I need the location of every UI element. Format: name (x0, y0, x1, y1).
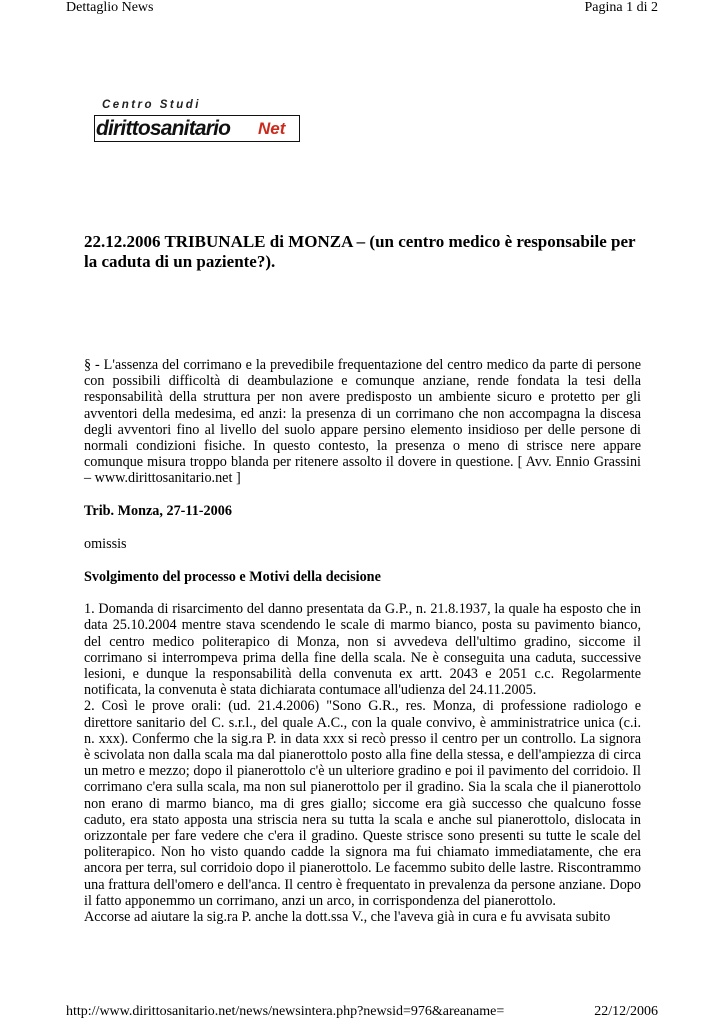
logo-net-mark: Net (258, 119, 286, 138)
logo-subtitle: Centro Studi (102, 99, 201, 111)
article-title: 22.12.2006 TRIBUNALE di MONZA – (un centro medico è responsabile per la caduta di un paziente?). (84, 232, 636, 271)
header-page-title: Dettaglio News (66, 0, 154, 15)
header-page-number: Pagina 1 di 2 (584, 0, 658, 15)
logo[interactable] (94, 99, 304, 147)
article-body (84, 357, 641, 925)
footer-date: 22/12/2006 (594, 1004, 658, 1019)
body-paragraph: Accorse ad aiutare la sig.ra P. anche la dott.ssa V., che l'aveva già in cura e fu avvisata subito (84, 909, 611, 926)
section-heading: Svolgimento del processo e Motivi della decisione (84, 568, 381, 585)
abstract-paragraph: § - L'assenza del corrimano e la prevedibile frequentazione del centro medico da parte di persone con possibili difficoltà di deambulazione e comunque anziane, rende fondata la tesi della responsabilità della struttura per non avere predisposto un ambiente sicuro e protetto per gli avventori della medesima, ed anzi: la presenza di un corrimano che non accompagna la discesa degli avventori fino al livello del suolo appare persino elemento insidioso per delle persone di normali condizioni fisiche. In questo contesto, la presenza o meno di strisce nere appare comunque misura troppo blanda per ritenere assolto il dovere in questione. [ Avv. Ennio Grassini – www.dirittosanitario.net ] (84, 357, 641, 487)
body-paragraph: 2. Così le prove orali: (ud. 21.4.2006) "Sono G.R., res. Monza, di professione radiologo e direttore sanitario del C. s.r.l., del quale A.C., con la quale convivo, è amministratrice unica (c.i. n. xxx). Confermo che la sig.ra P. in data xxx si recò presso il centro per un controllo. La signora è scivolata non dalla scala ma dal pianerottolo posto alla fine della stessa, e dell'ampiezza di circa un metro e mezzo; dopo il pianerottolo c'è un ulteriore gradino e poi il pavimento del corridoio. Il corrimano c'era sulla scala, ma non sul pianerottolo per il gradino. Sia la scala che il pianerottolo non erano di marmo bianco, ma di gres giallo; siccome era già successo che qualcuno fosse caduto, era stato apposta una striscia nera su tutta la scala e anche sul pianerottolo, dislocata in orizzontale per fare vedere che c'era il gradino. Queste strisce sono presenti su tutte le scale del politerapico. Non ho visto quando cadde la signora ma fui chiamato immediatamente, che era ancora per terra, sul corridoio dopo il pianerottolo. Le facemmo subito delle lastre. Riscontrammo una frattura dell'omero e dell'anca. Il centro è frequentato in prevalenza da persone anziane. Dopo il fatto apponemmo un corrimano, anzi un arco, in corrispondenza del pianerottolo. (84, 698, 641, 909)
body-paragraph: 1. Domanda di risarcimento del danno presentata da G.P., n. 21.8.1937, la quale ha esposto che in data 25.10.2004 mentre stava scendendo le scale di marmo bianco, posta su pavimento bianco, del centro medico politerapico di Monza, non si avvedeva dell'ultimo gradino, siccome il corrimano si interrompeva prima della fine della scala. Ne è conseguita una caduta, successive lesioni, e dunque la responsabilità della convenuta ex artt. 2043 e 2051 c.c. Regolarmente notificata, la convenuta è stata dichiarata contumace all'udienza del 24.11.2005. (84, 601, 641, 699)
omissis-note: omissis (84, 535, 127, 552)
court-reference: Trib. Monza, 27-11-2006 (84, 503, 232, 520)
logo-wordmark: dirittosanitario (96, 117, 231, 140)
footer-url: http://www.dirittosanitario.net/news/newsintera.php?newsid=976&areaname= (66, 1004, 505, 1019)
